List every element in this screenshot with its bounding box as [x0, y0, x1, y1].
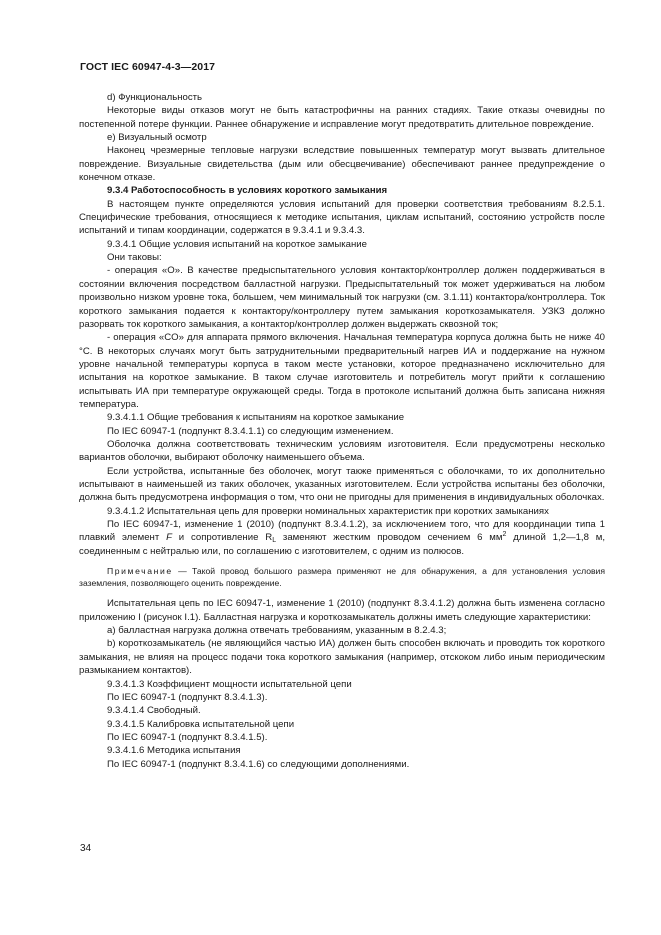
paragraph: Оболочка должна соответствовать техническим условиям изготовителя. Если предусмотрены несколько вариантов оболочки, выбирают оболочку наименьшего объема. [79, 438, 605, 464]
subscript-l: L [272, 537, 277, 545]
paragraph: По IEC 60947-1 (подпункт 8.3.4.1.1) со следующим изменением. [107, 425, 394, 437]
subsection-heading: 9.3.4.1.1 Общие требования к испытаниям на короткое замыкание [107, 412, 405, 424]
note [79, 565, 605, 589]
page-number: 34 [80, 843, 92, 854]
paragraph: По IEC 60947-1 (подпункт 8.3.4.1.5). [107, 731, 268, 743]
subsection-heading: 9.3.4.1.2 Испытательная цепь для проверки номинальных характеристик при коротких замыканиях [107, 505, 549, 517]
paragraph: В настоящем пункте определяются условия испытаний для проверки соответствия требованиям 8.2.5.1. Специфические требования, относящиеся к методике испытания, циклам испытаний, состоянию устройств после испытаний и типам координации, содержатся в 9.3.4.1 и 9.3.4.3. [79, 198, 605, 237]
subsection-heading: 9.3.4.1.3 Коэффициент мощности испытательной цепи [107, 678, 352, 690]
note-label: Примечание [107, 566, 173, 577]
note-text: — Такой провод большого размера применяют не для обнаружения, а для установления условия заземления, позволяющего оценить повреждение. [79, 566, 605, 589]
list-item: - операция «О». В качестве предыспытательного условия контактор/контроллер должен поддерживаться в состоянии включения посредством балластной нагрузки. Предыспытательный ток может удерживаться на любом произвольно низком уровне тока, большем, чем минимальный ток нагрузки (см. 3.1.11) контактора/контроллера. Ток короткого замыкания подается к контактору/контроллеру путем замыкания короткозамыкателя. УЗКЗ должно разорвать ток короткого замыкания, а контактор/контроллер должен выдержать сквозной ток; [79, 265, 605, 330]
paragraph: Испытательная цепь по IEC 60947-1, изменение 1 (2010) (подпункт 8.3.4.1.2) должна быть изменена согласно приложению I (рисунок I.1). Балластная нагрузка и короткозамыкатель должны иметь следующие характеристики: [79, 598, 605, 623]
subsection-heading: 9.3.4.1.6 Методика испытания [107, 745, 241, 757]
paragraph: Они таковы: [107, 252, 162, 264]
item-e-title: e) Визуальный осмотр [107, 132, 207, 144]
paragraph: По IEC 60947-1 (подпункт 8.3.4.1.3). [107, 691, 268, 703]
section-heading-9-3-4: 9.3.4 Работоспособность в условиях короткого замыкания [107, 185, 388, 197]
text-run: заменяют жестким проводом сечением 6 мм [276, 532, 503, 544]
superscript-2: 2 [502, 531, 507, 539]
list-item: b) короткозамыкатель (не являющийся частью ИА) должен быть способен включать и проводить ток короткого замыкания, не влияя на процесс подачи тока короткого замыкания (например, отскоком либо иным периодическим размыканием контактов). [79, 638, 605, 677]
subsection-heading: 9.3.4.1.5 Калибровка испытательной цепи [107, 718, 295, 730]
paragraph [79, 518, 605, 558]
symbol-f: F [166, 532, 172, 544]
text-run: По IEC 60947-1, изменение 1 (2010) (подпункт 8.3.4.1.2), за исключением того, что для координации типа 1 плавкий элемент [79, 519, 605, 544]
subsection-heading: 9.3.4.1 Общие условия испытаний на короткое замыкание [107, 238, 368, 250]
paragraph: Некоторые виды отказов могут не быть катастрофичны на ранних стадиях. Такие отказы очевидны по постепенной потере функции. Раннее обнаружение и исправление могут предотвратить длительное повреждение. [79, 105, 605, 130]
list-item: - операция «CO» для аппарата прямого включения. Начальная температура корпуса должна быть не ниже 40 °С. В некоторых случаях могут быть затруднительными предварительный нагрев ИА и поддержание на нужном уровне начальной температуры корпуса в таком месте установки, которое предназначено исключительно для испытания на короткое замыкание. В таком случае изготовитель и потребитель могут прийти к соглашению испытывать ИА при температуре окружающей среды. Тогда в протоколе испытаний должна быть записана нижняя температура. [79, 332, 605, 410]
paragraph: Если устройства, испытанные без оболочек, могут также применяться с оболочками, то их дополнительно испытывают в наименьшей из таких оболочек, указанных изготовителем. Если устройства испытаны без оболочки, должна быть предусмотрена информация о том, что они не пригодны для применения в индивидуальных оболочках. [79, 465, 605, 504]
text-run: и сопротивление R [171, 532, 273, 544]
text-run: длиной 1,2—1,8 м, соединенным с нейтралью или, по соглашению с изготовителем, с одним из полюсов. [79, 532, 605, 557]
list-item: a) балластная нагрузка должна отвечать требованиям, указанным в 8.2.4.3; [107, 625, 447, 637]
paragraph: По IEC 60947-1 (подпункт 8.3.4.1.6) со следующими дополнениями. [107, 758, 410, 770]
item-d-title: d) Функциональность [107, 92, 203, 103]
document-header: ГОСТ IEC 60947-4-3—2017 [80, 61, 216, 73]
page-content [79, 91, 605, 771]
paragraph: Наконец чрезмерные тепловые нагрузки вследствие повышенных температур могут вызвать длительное повреждение. Визуальные свидетельства (дым или обесцвечивание) обеспечивают раннее предупреждение о конечном отказе. [79, 145, 605, 184]
subsection-heading: 9.3.4.1.4 Свободный. [107, 705, 201, 717]
